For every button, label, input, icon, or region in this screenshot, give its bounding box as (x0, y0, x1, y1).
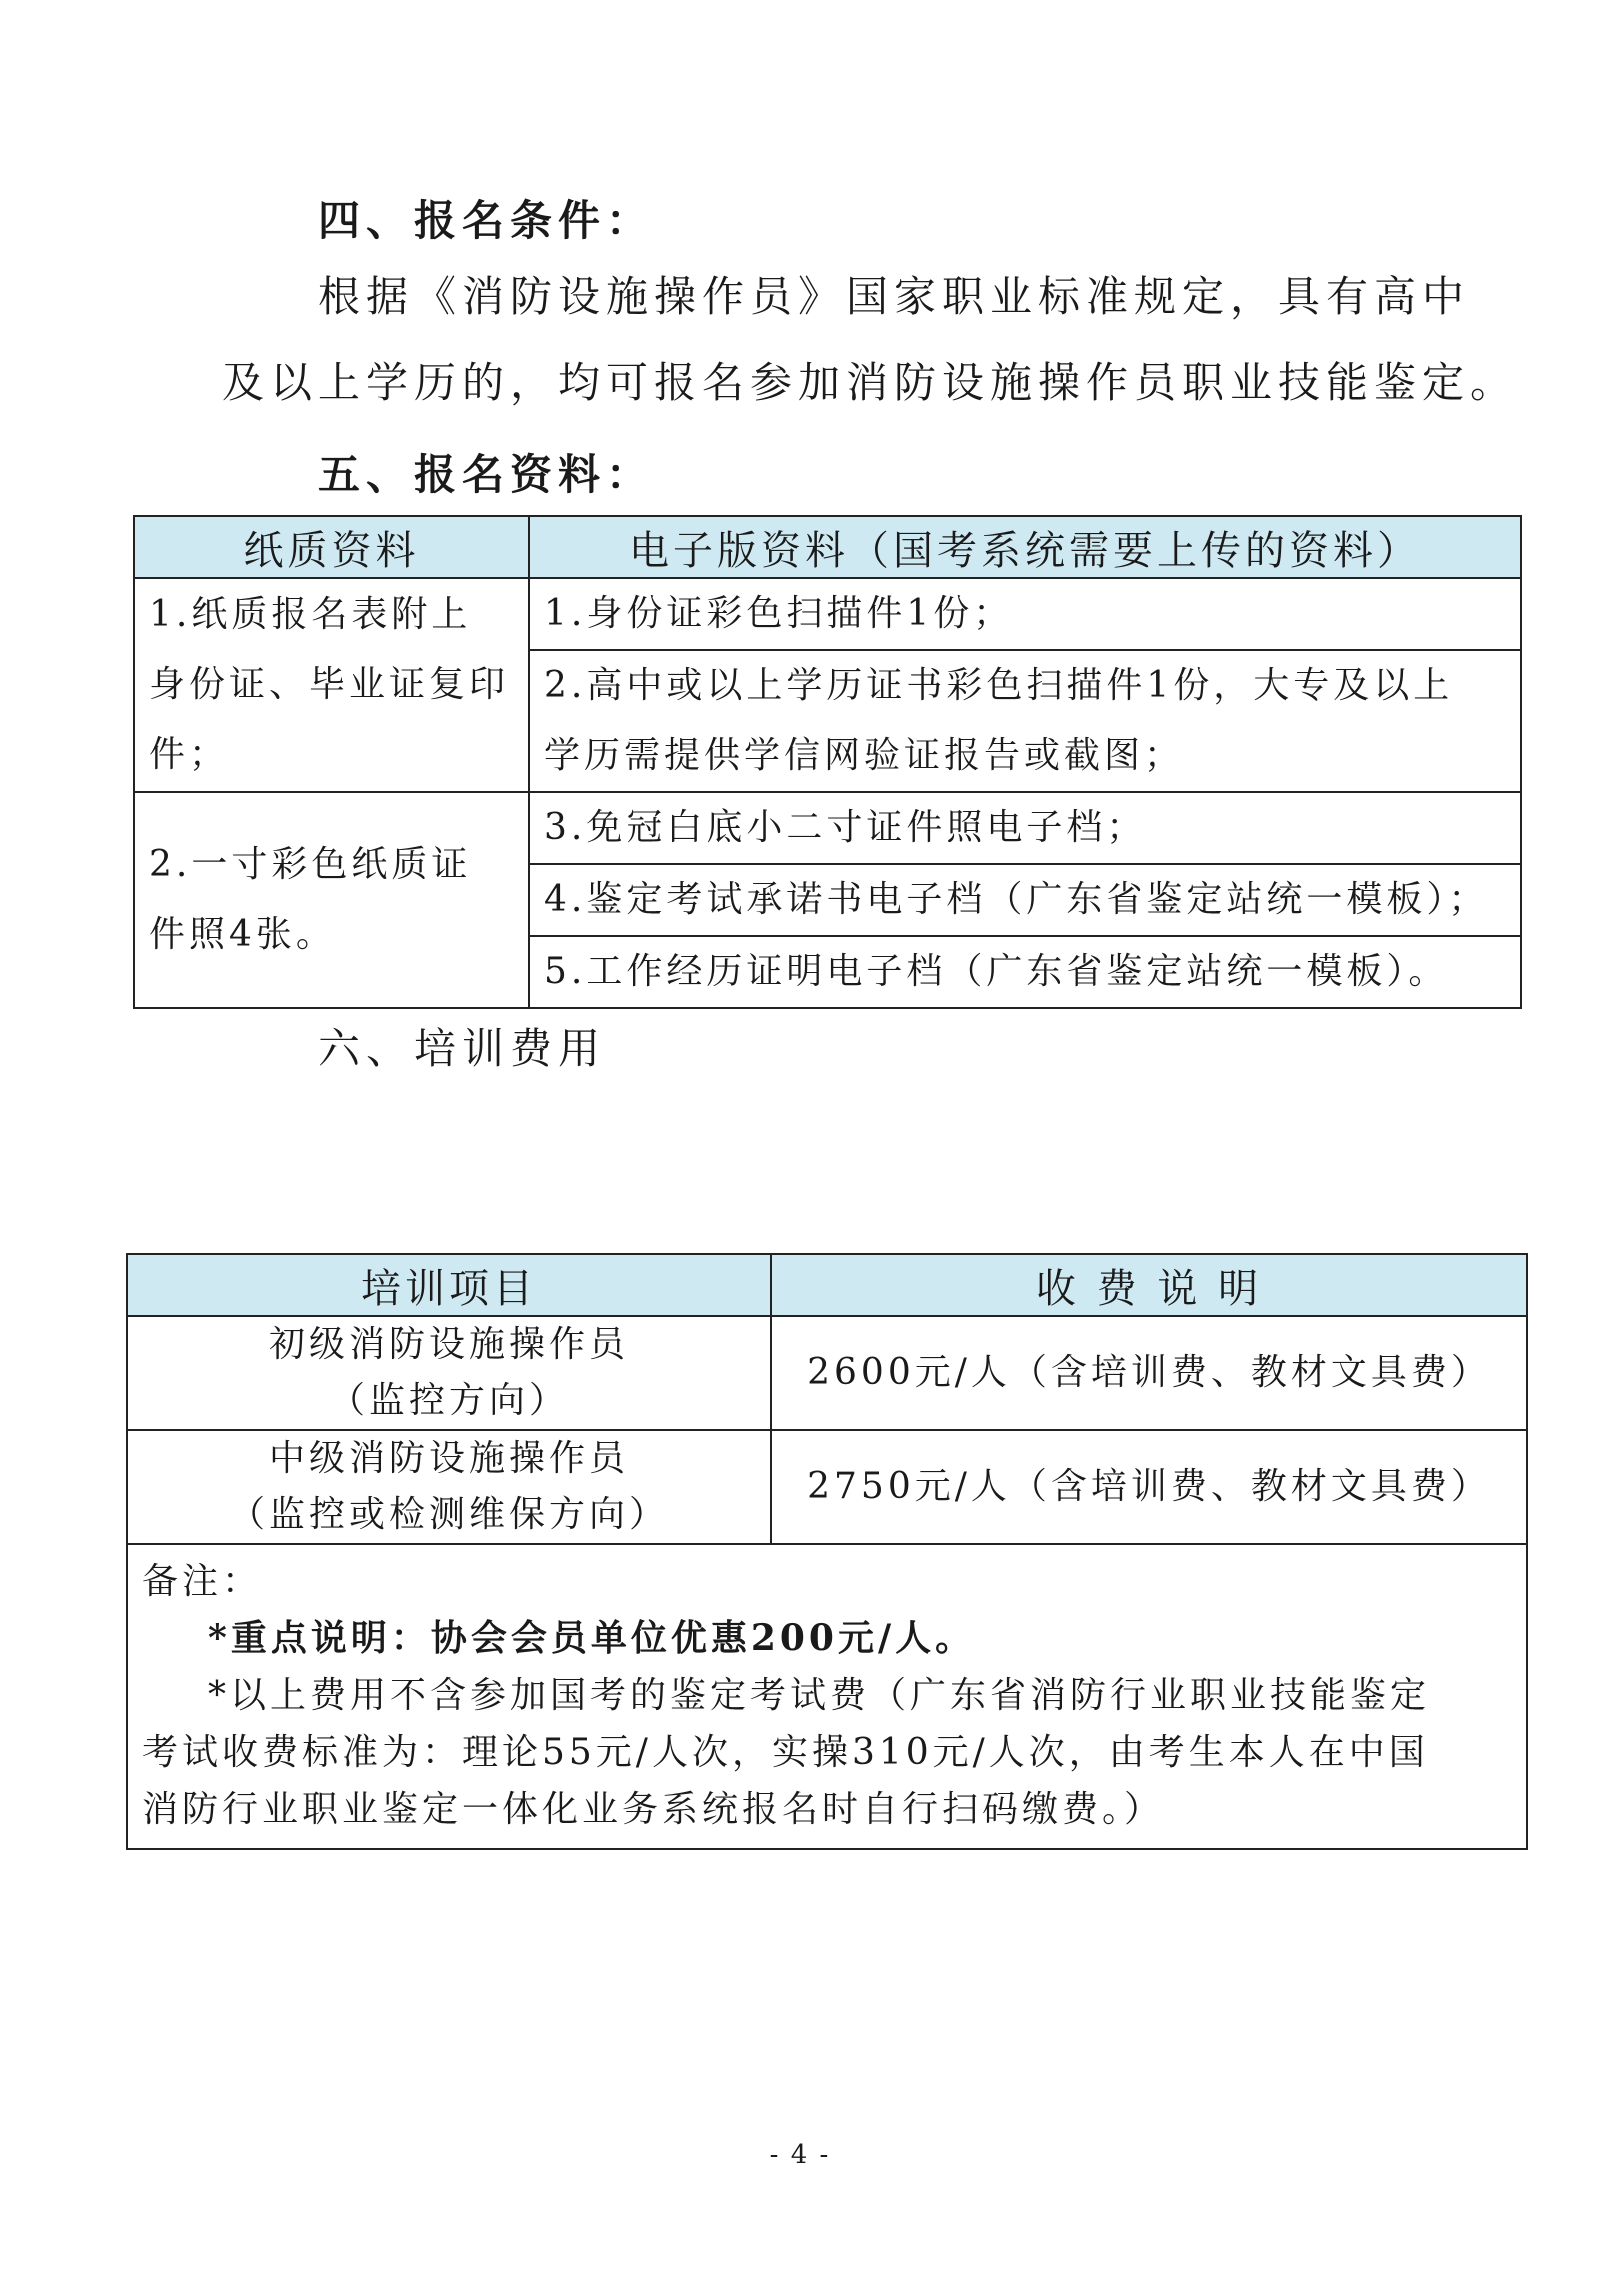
notes-line4: 消防行业职业鉴定一体化业务系统报名时自行扫码缴费。） (142, 1789, 1165, 1830)
fee-row-2-charge: 2750元/人（含培训费、教材文具费） (771, 1430, 1527, 1544)
fee-row-1-project: 初级消防设施操作员 （监控方向） (127, 1316, 771, 1430)
section4-heading: 四、报名条件： (318, 196, 655, 245)
page-number: - 4 - (769, 2140, 831, 2170)
fees-header-project: 培训项目 (127, 1254, 771, 1316)
notes-label: 备注： (142, 1561, 263, 1602)
electronic-item-5: 5.工作经历证明电子档（广东省鉴定站统一模板）。 (529, 936, 1521, 1008)
fees-table (126, 1253, 1528, 1850)
section4-body-line2: 及以上学历的，均可报名参加消防设施操作员职业技能鉴定。 (222, 358, 1519, 407)
electronic-item-4: 4.鉴定考试承诺书电子档（广东省鉴定站统一模板）； (529, 864, 1521, 936)
section4-body-line1: 根据《消防设施操作员》国家职业标准规定，具有高中 (318, 272, 1471, 321)
fee-row-2-project: 中级消防设施操作员 （监控或检测维保方向） (127, 1430, 771, 1544)
notes-line1: *重点说明：协会会员单位优惠200元/人。 (208, 1617, 976, 1659)
notes-line2: *以上费用不含参加国考的鉴定考试费（广东省消防行业职业技能鉴定 (208, 1675, 1431, 1716)
fee-notes (127, 1544, 1527, 1849)
fee-row-1-charge: 2600元/人（含培训费、教材文具费） (771, 1316, 1527, 1430)
paper-item-1: 1.纸质报名表附上 身份证、毕业证复印 件； (134, 578, 529, 792)
fees-header-charge: 收 费 说 明 (771, 1254, 1527, 1316)
electronic-item-1: 1.身份证彩色扫描件1份； (529, 578, 1521, 650)
section6-heading: 六、培训费用 (318, 1024, 607, 1073)
materials-table (133, 515, 1522, 1009)
materials-header-electronic: 电子版资料（国考系统需要上传的资料） (529, 516, 1521, 578)
paper-item-2: 2.一寸彩色纸质证 件照4张。 (134, 792, 529, 1008)
electronic-item-3: 3.免冠白底小二寸证件照电子档； (529, 792, 1521, 864)
materials-header-paper: 纸质资料 (134, 516, 529, 578)
electronic-item-2: 2.高中或以上学历证书彩色扫描件1份，大专及以上 学历需提供学信网验证报告或截图； (529, 650, 1521, 792)
notes-line3: 考试收费标准为：理论55元/人次，实操310元/人次，由考生本人在中国 (142, 1732, 1429, 1773)
section5-heading: 五、报名资料： (318, 450, 655, 499)
